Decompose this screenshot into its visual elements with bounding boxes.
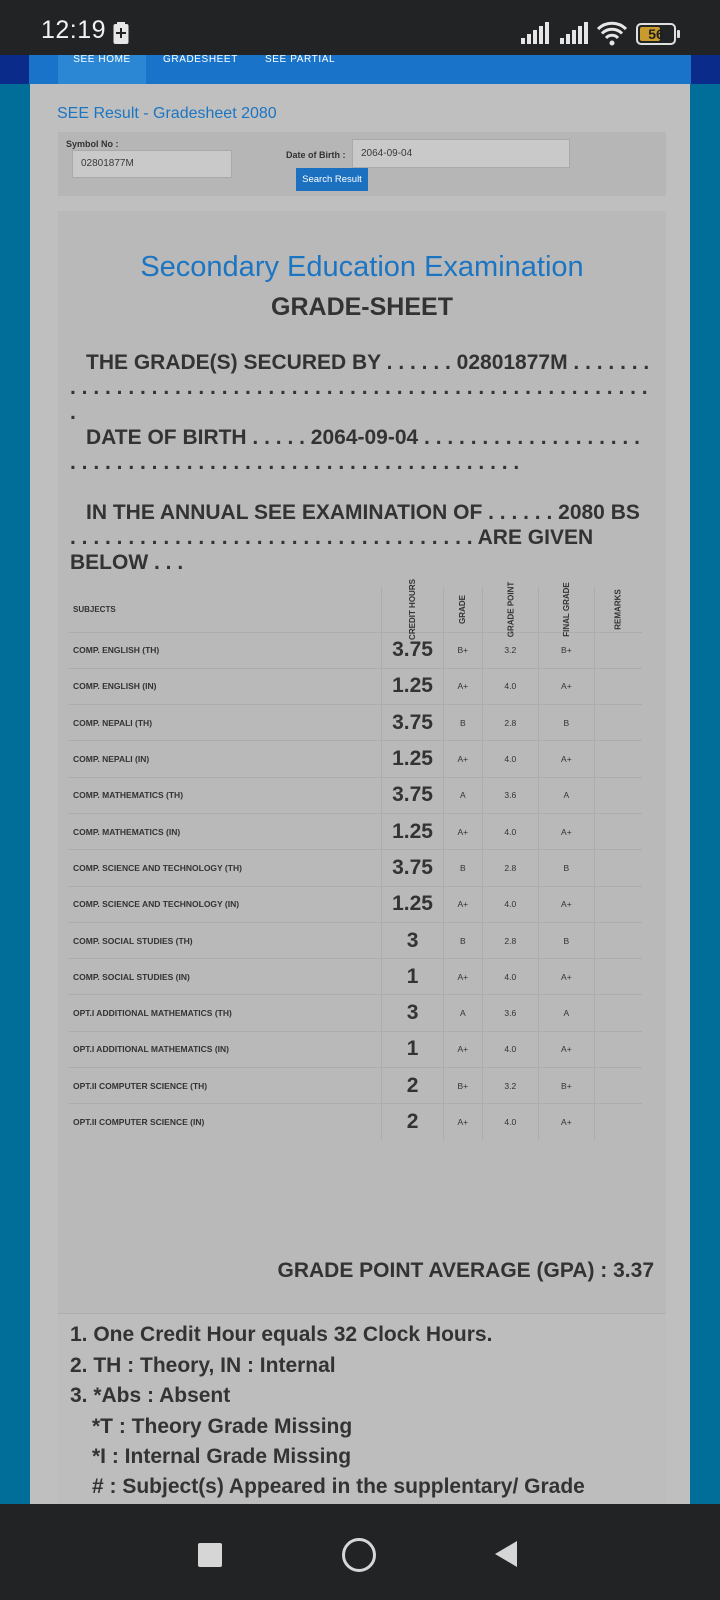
subject-cell: COMP. NEPALI (TH) — [68, 705, 382, 741]
battery-saver-icon — [113, 22, 129, 49]
back-icon[interactable] — [495, 1541, 517, 1567]
remarks-cell — [594, 850, 642, 886]
exam-line: IN THE ANNUAL SEE EXAMINATION OF . . . . . . 2080 BS . . . . . . . . . . . . . . . . . . . . . . . . . . . . . . . . . . . ARE GIVEN BELOW . . . — [70, 501, 640, 574]
final-grade-cell: B — [539, 705, 595, 741]
signal-icon — [560, 22, 590, 49]
subject-cell: COMP. SCIENCE AND TECHNOLOGY (TH) — [68, 850, 382, 886]
final-grade-cell: A+ — [539, 741, 595, 777]
credit-hours-cell: 2 — [382, 1104, 444, 1140]
note-item: 1. One Credit Hour equals 32 Clock Hours. — [70, 1323, 493, 1346]
grade-cell: B — [444, 922, 483, 958]
note-item: 3. *Abs : Absent — [70, 1384, 231, 1407]
note-item: # : Subject(s) Appeared in the supplentary/ Grade — [92, 1475, 585, 1498]
grade-point-cell: 2.8 — [482, 850, 539, 886]
nav-bar — [29, 55, 691, 84]
sheet-title: GRADE-SHEET — [271, 293, 453, 321]
battery-level: 56 — [648, 26, 664, 42]
table-row — [68, 668, 642, 704]
remarks-cell — [594, 959, 642, 995]
subject-cell: COMP. MATHEMATICS (TH) — [68, 777, 382, 813]
nav-tab-gradesheet[interactable]: GRADESHEET — [163, 54, 238, 65]
grade-point-cell: 4.0 — [482, 813, 539, 849]
final-grade-cell: A+ — [539, 813, 595, 849]
grade-point-cell: 3.6 — [482, 777, 539, 813]
status-bar — [0, 0, 720, 55]
subject-cell: COMP. ENGLISH (TH) — [68, 632, 382, 668]
table-row — [68, 959, 642, 995]
battery-icon — [636, 23, 680, 45]
col-credit-hours: CREDIT HOURS — [382, 587, 444, 632]
dob-input[interactable]: 2064-09-04 — [352, 139, 570, 168]
nav-tab-see-partial[interactable]: SEE PARTIAL — [265, 54, 336, 65]
grade-point-cell: 2.8 — [482, 705, 539, 741]
grade-point-cell: 3.2 — [482, 632, 539, 668]
credit-hours-cell: 1 — [382, 1031, 444, 1067]
subject-cell: COMP. SOCIAL STUDIES (TH) — [68, 922, 382, 958]
subject-cell: OPT.I ADDITIONAL MATHEMATICS (IN) — [68, 1031, 382, 1067]
grade-cell: B+ — [444, 632, 483, 668]
col-remarks: REMARKS — [594, 587, 642, 632]
gpa-value: GRADE POINT AVERAGE (GPA) : 3.37 — [277, 1259, 654, 1282]
table-row — [68, 705, 642, 741]
subject-cell: COMP. ENGLISH (IN) — [68, 668, 382, 704]
grade-cell: B — [444, 705, 483, 741]
credit-hours-cell: 1.25 — [382, 668, 444, 704]
col-grade: GRADE — [444, 587, 483, 632]
status-time: 12:19 — [41, 16, 107, 44]
signal-icon — [521, 22, 551, 49]
home-icon[interactable] — [342, 1538, 376, 1572]
col-grade-point: GRADE POINT — [482, 587, 539, 632]
exam-title: Secondary Education Examination — [140, 251, 584, 283]
remarks-cell — [594, 632, 642, 668]
grade-cell: A+ — [444, 959, 483, 995]
credit-hours-cell: 1 — [382, 959, 444, 995]
subject-cell: OPT.II COMPUTER SCIENCE (TH) — [68, 1068, 382, 1104]
grade-sheet — [58, 211, 666, 1504]
col-final-grade: FINAL GRADE — [539, 587, 595, 632]
subject-cell: COMP. NEPALI (IN) — [68, 741, 382, 777]
table-row — [68, 632, 642, 668]
table-row — [68, 1068, 642, 1104]
table-row — [68, 1031, 642, 1067]
final-grade-cell: A+ — [539, 1031, 595, 1067]
wifi-icon — [596, 20, 628, 51]
table-row — [68, 922, 642, 958]
secured-by-line: THE GRADE(S) SECURED BY . . . . . . 02801877M . . . . . . . . . . . . . . . . . . . . . . . . . . . . . . . . . . . . . . . . . . . . . . . . . . . . . . . . . . — [70, 351, 650, 424]
symbol-input[interactable]: 02801877M — [72, 150, 232, 178]
final-grade-cell: B — [539, 850, 595, 886]
grades-table — [68, 578, 642, 1140]
remarks-cell — [594, 886, 642, 922]
grade-cell: A — [444, 995, 483, 1031]
subject-cell: COMP. MATHEMATICS (IN) — [68, 813, 382, 849]
subject-cell: COMP. SOCIAL STUDIES (IN) — [68, 959, 382, 995]
credit-hours-cell: 1.25 — [382, 741, 444, 777]
grade-point-cell: 4.0 — [482, 741, 539, 777]
remarks-cell — [594, 1104, 642, 1140]
credit-hours-cell: 3.75 — [382, 632, 444, 668]
table-row — [68, 995, 642, 1031]
remarks-cell — [594, 1031, 642, 1067]
grade-cell: A+ — [444, 886, 483, 922]
note-item: *T : Theory Grade Missing — [92, 1415, 353, 1438]
grade-cell: B+ — [444, 1068, 483, 1104]
grade-point-cell: 2.8 — [482, 922, 539, 958]
credit-hours-cell: 3.75 — [382, 705, 444, 741]
credit-hours-cell: 3 — [382, 995, 444, 1031]
subject-cell: COMP. SCIENCE AND TECHNOLOGY (IN) — [68, 886, 382, 922]
col-subjects: SUBJECTS — [73, 604, 116, 614]
table-row — [68, 850, 642, 886]
note-item: *I : Internal Grade Missing — [92, 1445, 352, 1468]
remarks-cell — [594, 922, 642, 958]
dob-label: Date of Birth : — [286, 150, 346, 160]
table-header — [68, 587, 642, 632]
subject-cell: OPT.II COMPUTER SCIENCE (IN) — [68, 1104, 382, 1140]
symbol-label: Symbol No : — [66, 139, 119, 149]
remarks-cell — [594, 777, 642, 813]
grade-point-cell: 3.2 — [482, 1068, 539, 1104]
credit-hours-cell: 2 — [382, 1068, 444, 1104]
final-grade-cell: A+ — [539, 1104, 595, 1140]
page-content — [30, 84, 690, 1504]
remarks-cell — [594, 668, 642, 704]
remarks-cell — [594, 995, 642, 1031]
page-title: SEE Result - Gradesheet 2080 — [57, 105, 277, 122]
grade-cell: A+ — [444, 813, 483, 849]
grade-cell: A+ — [444, 741, 483, 777]
final-grade-cell: A — [539, 777, 595, 813]
final-grade-cell: B+ — [539, 632, 595, 668]
grade-cell: A+ — [444, 1031, 483, 1067]
search-form — [58, 132, 666, 196]
table-row — [68, 1104, 642, 1140]
remarks-cell — [594, 741, 642, 777]
final-grade-cell: A — [539, 995, 595, 1031]
table-row — [68, 777, 642, 813]
final-grade-cell: B — [539, 922, 595, 958]
credit-hours-cell: 3.75 — [382, 777, 444, 813]
credit-hours-cell: 3.75 — [382, 850, 444, 886]
table-row — [68, 886, 642, 922]
grade-point-cell: 3.6 — [482, 995, 539, 1031]
search-result-button[interactable]: Search Result — [296, 168, 368, 191]
table-row — [68, 741, 642, 777]
credit-hours-cell: 1.25 — [382, 813, 444, 849]
grade-point-cell: 4.0 — [482, 959, 539, 995]
grade-cell: A — [444, 777, 483, 813]
nav-tab-see-home[interactable]: SEE HOME — [58, 55, 146, 84]
grade-cell: A+ — [444, 668, 483, 704]
grade-point-cell: 4.0 — [482, 886, 539, 922]
dob-line: DATE OF BIRTH . . . . . 2064-09-04 . . . . . . . . . . . . . . . . . . . . . . . . . . . . . . . . . . . . . . . . . . . . . . . . . . . . . . . . . . — [70, 426, 640, 474]
credit-hours-cell: 1.25 — [382, 886, 444, 922]
subject-cell: OPT.I ADDITIONAL MATHEMATICS (TH) — [68, 995, 382, 1031]
notes-section — [58, 1313, 666, 1504]
credit-hours-cell: 3 — [382, 922, 444, 958]
grade-point-cell: 4.0 — [482, 1104, 539, 1140]
grade-cell: B — [444, 850, 483, 886]
note-item: 2. TH : Theory, IN : Internal — [70, 1354, 336, 1377]
recent-apps-icon[interactable] — [198, 1543, 222, 1567]
grade-cell: A+ — [444, 1104, 483, 1140]
final-grade-cell: B+ — [539, 1068, 595, 1104]
final-grade-cell: A+ — [539, 668, 595, 704]
table-row — [68, 813, 642, 849]
top-nav — [0, 55, 720, 84]
remarks-cell — [594, 705, 642, 741]
remarks-cell — [594, 1068, 642, 1104]
grade-point-cell: 4.0 — [482, 1031, 539, 1067]
system-nav-bar — [0, 1504, 720, 1600]
final-grade-cell: A+ — [539, 886, 595, 922]
grade-point-cell: 4.0 — [482, 668, 539, 704]
final-grade-cell: A+ — [539, 959, 595, 995]
remarks-cell — [594, 813, 642, 849]
